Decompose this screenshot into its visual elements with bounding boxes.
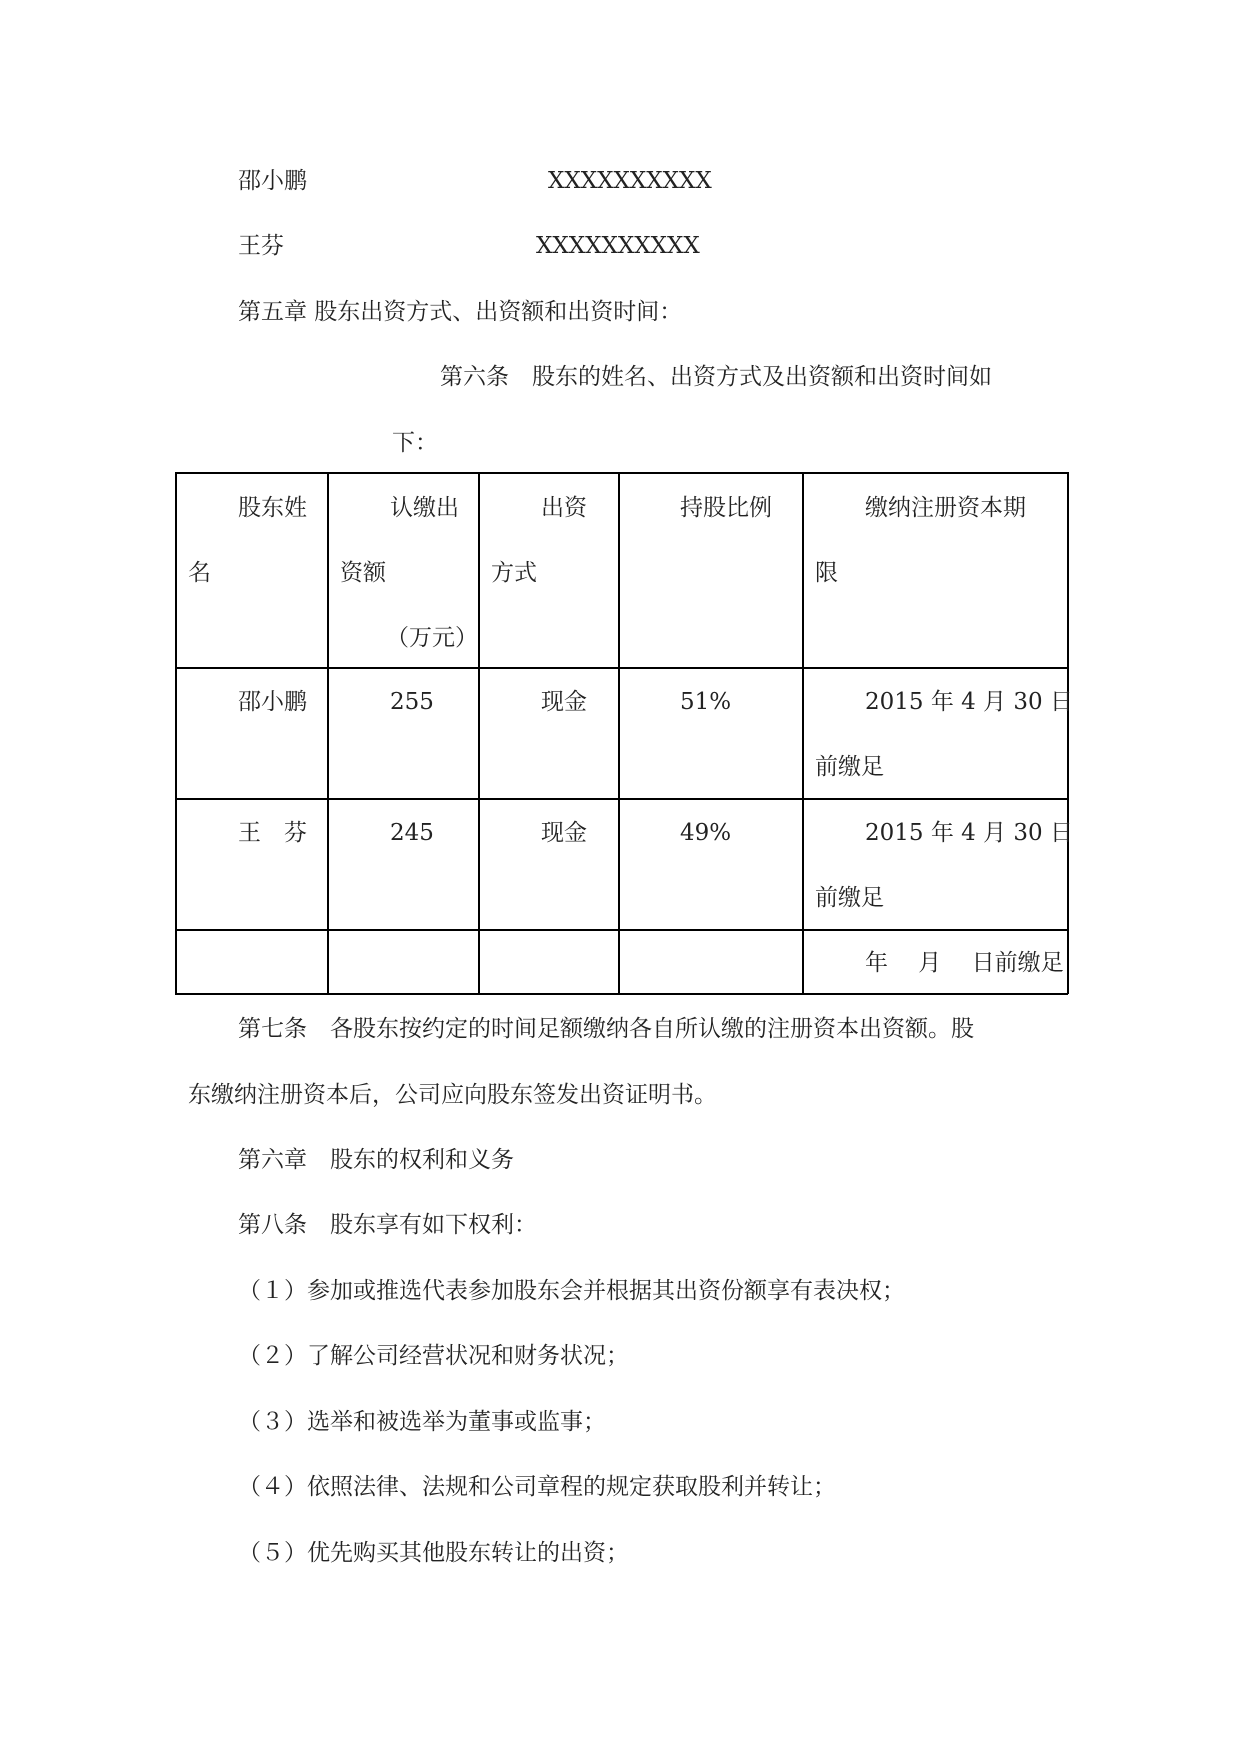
right-4: （４）依照法律、法规和公司章程的规定获取股利并转让； <box>238 1474 836 1500</box>
row1-method: 现金 <box>541 689 587 715</box>
row1-deadline-l2: 前缴足 <box>815 754 884 780</box>
row3-deadline: 年 月 日前缴足 <box>865 950 1064 976</box>
row2-amount: 245 <box>390 820 434 846</box>
header-amount-l2: 资额 <box>340 560 386 586</box>
article7-line2: 东缴纳注册资本后，公司应向股东签发出资证明书。 <box>188 1082 717 1108</box>
row1-name: 邵小鹏 <box>238 689 307 715</box>
row2-deadline-l2: 前缴足 <box>815 885 884 911</box>
article6-line1: 第六条 股东的姓名、出资方式及出资额和出资时间如 <box>440 364 992 390</box>
row1-ratio: 51% <box>680 689 732 715</box>
article7-line1: 第七条 各股东按约定的时间足额缴纳各自所认缴的注册资本出资额。股 <box>238 1016 974 1042</box>
chapter5-title: 第五章 股东出资方式、出资额和出资时间： <box>238 299 683 325</box>
row2-deadline-l1: 2015 年 4 月 30 日 <box>865 820 1073 846</box>
header-name-l2: 名 <box>188 560 211 586</box>
chapter6-title: 第六章 股东的权利和义务 <box>238 1147 514 1173</box>
row1-amount: 255 <box>390 689 434 715</box>
row2-name: 王 芬 <box>238 820 307 846</box>
shareholder-id-2: XXXXXXXXXX <box>536 233 700 259</box>
row2-method: 现金 <box>541 820 587 846</box>
header-amount-l3: （万元） <box>386 625 478 651</box>
header-ratio: 持股比例 <box>680 495 772 521</box>
header-deadline-l2: 限 <box>815 560 838 586</box>
shareholder-name-2: 王芬 <box>238 233 284 259</box>
shareholder-id-1: XXXXXXXXXX <box>548 168 712 194</box>
right-2: （２）了解公司经营状况和财务状况； <box>238 1343 629 1369</box>
right-1: （１）参加或推选代表参加股东会并根据其出资份额享有表决权； <box>238 1278 905 1304</box>
header-deadline-l1: 缴纳注册资本期 <box>865 495 1026 521</box>
article6-line2: 下： <box>392 430 438 456</box>
header-method-l1: 出资 <box>541 495 587 521</box>
header-amount-l1: 认缴出 <box>390 495 459 521</box>
row1-deadline-l1: 2015 年 4 月 30 日 <box>865 689 1073 715</box>
right-5: （５）优先购买其他股东转让的出资； <box>238 1540 629 1566</box>
header-name-l1: 股东姓 <box>238 495 307 521</box>
header-method-l2: 方式 <box>491 560 537 586</box>
shareholder-name-1: 邵小鹏 <box>238 168 307 194</box>
row2-ratio: 49% <box>680 820 732 846</box>
article8-title: 第八条 股东享有如下权利： <box>238 1212 537 1238</box>
right-3: （３）选举和被选举为董事或监事； <box>238 1409 606 1435</box>
